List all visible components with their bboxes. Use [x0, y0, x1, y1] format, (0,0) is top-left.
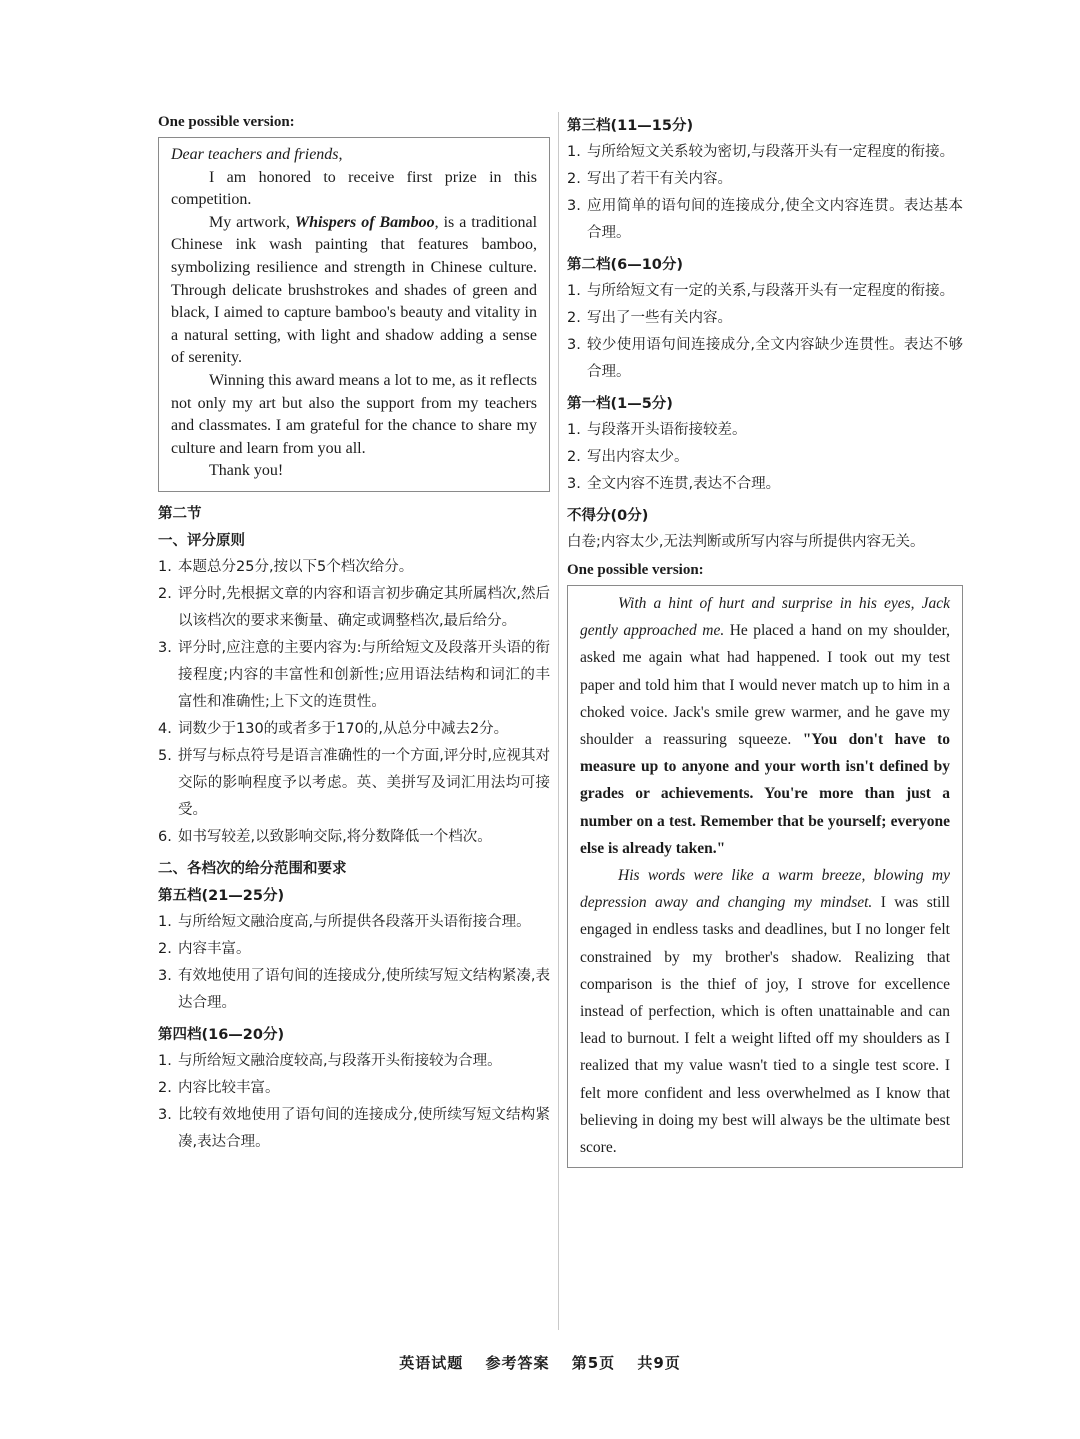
story-paragraph: With a hint of hurt and surprise in his eyes, Jack gently approached me. He placed a hand on my shoulder, asked me again what had happened. I took out my test paper and told him that I would never match up to him in a choked voice. Jack's smile grew warmer, and he gave my shoulder a reassuring squeeze. "You don't have to measure up to anyone and your worth isn't defined by grades or achievements. You're more than just a number on a test. Remember that be yourself; everyone else is already taken." [580, 595, 950, 857]
tier-title: 第二档(6—10分) [567, 257, 684, 273]
page-footer [0, 1352, 1080, 1373]
left-column [158, 114, 550, 1156]
letter-paragraph: I am honored to receive first prize in this competition. [171, 168, 537, 209]
list-item: 2. 内容丰富。 [158, 940, 251, 957]
version-label: One possible version: [567, 562, 704, 578]
list-item: 3. 较少使用语句间连接成分,全文内容缺少连贯性。表达不够合理。 [567, 337, 963, 380]
list-item: 3. 应用简单的语句间的连接成分,使全文内容连贯。表达基本合理。 [567, 198, 963, 241]
list-item: 3. 比较有效地使用了语句间的连接成分,使所续写短文结构紧凑,表达合理。 [158, 1106, 550, 1150]
principles-title: 一、评分原则 [158, 532, 245, 549]
tier-title: 第四档(16—20分) [158, 1026, 285, 1043]
letter-closing: Thank you! [209, 462, 284, 480]
tier-list [158, 1048, 550, 1156]
section-title: 第二节 [158, 505, 202, 522]
footer-subject: 英语试题 [399, 1354, 464, 1372]
tier-list [158, 909, 550, 1017]
letter-paragraph: My artwork, Whispers of Bamboo, is a traditional Chinese ink wash painting that features bamboo, symbolizing resilience and strength in Chinese culture. Through delicate brushstrokes and shades of green and black, I aimed to capture bamboo's beauty and vitality in a natural setting, with light and shadow adding a sense of serenity. [171, 213, 538, 367]
artwork-title: Whispers of Bamboo [294, 213, 435, 231]
quote: "You don't have to measure up to anyone and your worth isn't defined by grades or achievements. You're more than just a number on a test. Remember that be yourself; everyone else is already taken." [580, 731, 950, 857]
column-divider [558, 112, 559, 1330]
list-item: 1. 与所给短文关系较为密切,与段落开头有一定程度的衔接。 [567, 144, 955, 160]
tier-list [567, 417, 963, 498]
tier-list [567, 139, 963, 247]
list-item: 1. 与所给短文融洽度较高,与段落开头衔接较为合理。 [158, 1052, 502, 1069]
list-item: 2. 写出内容太少。 [567, 449, 689, 465]
tier0-text: 白卷;内容太少,无法判断或所写内容与所提供内容无关。 [567, 534, 925, 550]
list-item: 2. 写出了一些有关内容。 [567, 310, 732, 326]
list-item: 5. 拼写与标点符号是语言准确性的一个方面,评分时,应视其对交际的影响程度予以考虑。英、美拼写及词汇用法均可接受。 [158, 747, 550, 818]
principles-list [158, 554, 550, 851]
tier-title: 第三档(11—15分) [567, 118, 694, 134]
tier-title: 第五档(21—25分) [158, 887, 285, 904]
list-item: 1. 与所给短文融洽度高,与所提供各段落开头语衔接合理。 [158, 913, 531, 930]
list-item: 2. 内容比较丰富。 [158, 1079, 280, 1096]
list-item: 3. 全文内容不连贯,表达不合理。 [567, 476, 781, 492]
footer-answer: 参考答案 [485, 1354, 550, 1372]
list-item: 1. 与段落开头语衔接较差。 [567, 422, 747, 438]
right-column [567, 114, 963, 1168]
list-item: 3. 评分时,应注意的主要内容为:与所给短文及段落开头语的衔接程度;内容的丰富性和创新性;应用语法结构和词汇的丰富性和准确性;上下文的连贯性。 [158, 639, 550, 710]
footer-page-number: 第5页 [571, 1354, 616, 1372]
list-item: 3. 有效地使用了语句间的连接成分,使所续写短文结构紧凑,表达合理。 [158, 967, 550, 1011]
model-letter-box [158, 137, 550, 492]
tier-title: 不得分(0分) [567, 508, 649, 524]
list-item: 6. 如书写较差,以致影响交际,将分数降低一个档次。 [158, 828, 492, 845]
paragraph-opening: With a hint of hurt and surprise in his eyes, Jack gently approached me. [580, 595, 950, 640]
tier-title: 第一档(1—5分) [567, 396, 673, 412]
list-item: 1. 本题总分25分,按以下5个档次给分。 [158, 558, 414, 575]
list-item: 4. 词数少于130的或者多于170的,从总分中减去2分。 [158, 720, 509, 737]
model-story-box [567, 585, 963, 1168]
list-item: 2. 评分时,先根据文章的内容和语言初步确定其所属档次,然后以该档次的要求来衡量、确定或调整档次,最后给分。 [158, 585, 550, 629]
list-item: 2. 写出了若干有关内容。 [567, 171, 732, 187]
version-label: One possible version: [158, 114, 295, 130]
letter-salutation: Dear teachers and friends, [171, 146, 343, 163]
list-item: 1. 与所给短文有一定的关系,与段落开头有一定程度的衔接。 [567, 283, 955, 299]
footer-page-total: 共9页 [637, 1354, 681, 1372]
tier-list [567, 278, 963, 386]
story-paragraph: His words were like a warm breeze, blowing my depression away and changing my mindset. I was still engaged in endless tasks and deadlines, but I no longer felt constrained by my brother's shadow. Realizing that comparison is the thief of joy, I strove for excellence instead of perfection, which is often unattainable and can lead to burnout. I felt a weight lifted off my shoulders as I realized that my value wasn't tied to a single test score. I felt more confident and less overwhelmed as I know that believing in doing my best will always be the ultimate best score. [580, 867, 950, 1157]
letter-paragraph: Winning this award means a lot to me, as it reflects not only my art but also the support from my teachers and classmates. I am grateful for the chance to share my culture and learn from you all. [171, 371, 537, 457]
paragraph-opening: His words were like a warm breeze, blowing my depression away and changing my mindset. [580, 867, 950, 912]
ranges-title: 二、各档次的给分范围和要求 [158, 860, 347, 877]
